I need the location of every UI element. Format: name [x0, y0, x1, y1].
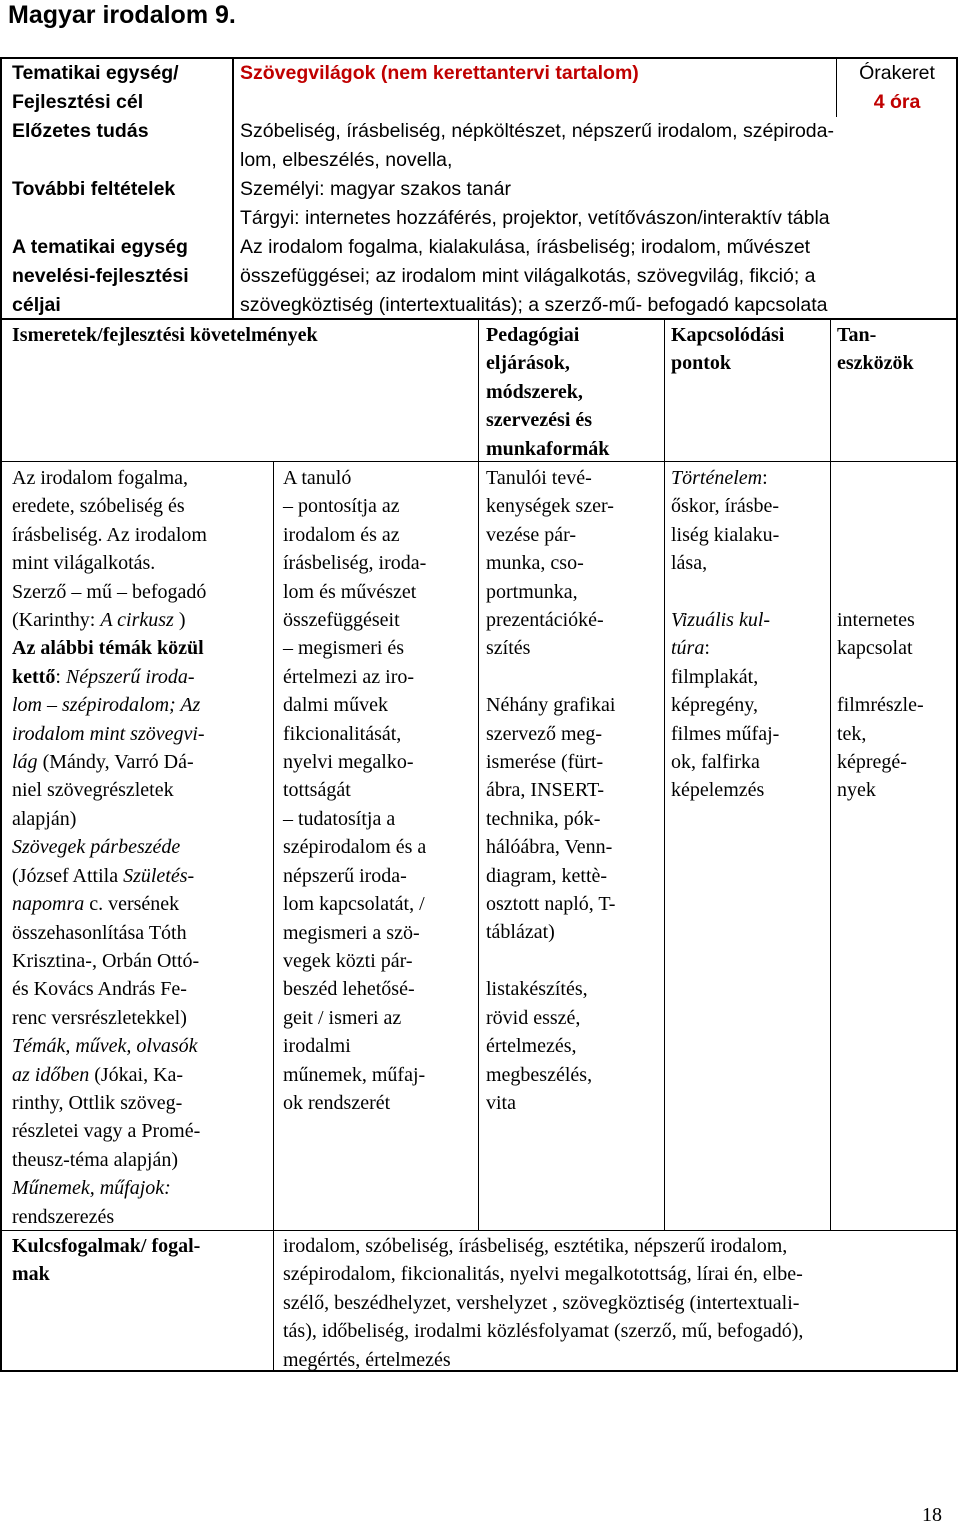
text-line: ok rendszerét	[283, 1091, 391, 1114]
text-line: megértés, értelmezés	[283, 1348, 451, 1371]
text-line	[12, 663, 270, 691]
text-line	[12, 606, 270, 634]
taneszkozok-block-2	[837, 691, 952, 805]
col-header-pedagogiai	[486, 321, 661, 463]
content-taneszkozok	[837, 606, 952, 805]
text-line: internetes	[837, 609, 915, 631]
content-tanulo	[283, 464, 475, 1117]
text-line: eredete, szóbeliség és	[12, 495, 185, 518]
text-line: összefüggéseit	[283, 609, 400, 632]
text-line: filmrészle-	[837, 694, 924, 717]
text-line: dalmi művek	[283, 694, 388, 717]
text-line: mint világalkotás.	[12, 552, 156, 575]
text-line: ábra, INSERT-	[486, 779, 605, 802]
content-kapcsolodasi	[671, 464, 826, 805]
pedagogiai-block-1	[486, 464, 661, 663]
taneszkozok-block-1	[837, 606, 952, 663]
text-line: Műnemek, műfajok:	[12, 1177, 171, 1200]
row-label-elozetes-tudas: Előzetes tudás	[12, 120, 149, 142]
text-line: rövid esszé,	[486, 1006, 581, 1029]
text-line: lom és művészet	[283, 580, 417, 603]
text-line: nyek	[837, 779, 876, 802]
text-line: szítés	[486, 637, 531, 660]
spacer	[486, 947, 661, 975]
text-line: értelmezi az iro-	[283, 665, 415, 688]
text-span: túra	[671, 637, 705, 660]
row-label-tovabbi-feltetelek: További feltételek	[12, 178, 176, 200]
text-span: lág	[12, 751, 38, 774]
text-line: munkaformák	[486, 437, 610, 460]
text-span: napomra	[12, 893, 85, 916]
text-line: irodalom és az	[283, 523, 400, 546]
pedagogiai-block-2	[486, 691, 661, 947]
text-span: c. versének	[84, 893, 180, 916]
text-line: őskor, írásbe-	[671, 495, 780, 518]
text-line: diagram, kettè-	[486, 864, 608, 887]
text-span: (Jókai, Ka-	[89, 1063, 184, 1086]
value-line: szövegköztiség (intertextualitás); a szerző-mű- befogadó kapcsolata	[240, 294, 828, 316]
page-number: 18	[922, 1504, 942, 1526]
spacer	[486, 663, 661, 691]
row-label-tematikai-egyseg	[12, 59, 227, 117]
text-line: portmunka,	[486, 580, 578, 603]
text-line: Tanulói tevé-	[486, 467, 592, 489]
text-line: értelmezés,	[486, 1035, 577, 1058]
text-line: hálóábra, Venn-	[486, 836, 613, 859]
text-line	[671, 464, 826, 492]
keywords-label-line: mak	[12, 1263, 50, 1286]
text-line: technika, pók-	[486, 807, 601, 830]
text-line: lom – szépirodalom; Az	[12, 694, 201, 717]
text-line: listakészítés,	[486, 978, 588, 1001]
row-label-line: nevelési-fejlesztési	[12, 265, 189, 287]
text-line: tek,	[837, 722, 867, 745]
text-line: renc versrészletekkel)	[12, 1006, 187, 1029]
text-span: (Karinthy:	[12, 609, 101, 632]
text-line: – pontosítja az	[283, 495, 400, 518]
text-line: képregény,	[671, 694, 758, 717]
elozetes-tudas-value	[240, 117, 952, 175]
keywords-label	[12, 1232, 270, 1289]
text-line: pontok	[671, 352, 732, 375]
col2-divider	[664, 318, 665, 1230]
text-line: – tudatosítja a	[283, 807, 396, 830]
text-span: :	[55, 665, 66, 688]
text-span: az időben	[12, 1063, 90, 1086]
text-line: műnemek, műfaj-	[283, 1063, 426, 1086]
text-line: nyelvi megalko-	[283, 751, 414, 774]
text-line: Az alábbi témák közül	[12, 637, 204, 660]
text-line: Krisztina-, Orbán Ottó-	[12, 949, 200, 972]
text-line	[12, 1061, 270, 1089]
col-header-taneszkozok	[837, 321, 952, 378]
text-line: írásbeliség. Az irodalom	[12, 523, 207, 546]
text-line: rendszerezés	[12, 1205, 115, 1228]
text-line: niel szövegrészletek	[12, 779, 174, 802]
text-line: megbeszélés,	[486, 1063, 593, 1086]
text-line: eljárások,	[486, 352, 570, 375]
text-line: Szövegek párbeszéde	[12, 836, 181, 859]
text-line: eszközök	[837, 352, 914, 375]
page-title: Magyar irodalom 9.	[8, 1, 236, 29]
text-line: ismerése (fürt-	[486, 751, 604, 774]
text-line: tás), időbeliség, irodalmi közlésfolyamat (szerző, mű, befogadó),	[283, 1320, 804, 1343]
col-header-ismeretek: Ismeretek/fejlesztési követelmények	[12, 324, 318, 346]
text-line: szervezési és	[486, 409, 593, 432]
text-span: A cirkusz	[100, 609, 174, 632]
value-line: összefüggései; az irodalom mint világalkotás, szövegvilág, fikció; a	[240, 265, 816, 287]
text-line: osztott napló, T-	[486, 893, 616, 916]
value-line: Tárgyi: internetes hozzáférés, projektor, vetítővászon/interaktív tábla	[240, 207, 830, 229]
text-line: képelemzés	[671, 779, 765, 802]
text-line: kenységek szer-	[486, 495, 614, 518]
col-header-kapcsolodasi	[671, 321, 826, 378]
spacer	[671, 578, 826, 606]
text-span: :	[704, 637, 710, 660]
table-border-right	[956, 57, 958, 1372]
text-line: népszerű iroda-	[283, 864, 407, 887]
text-line: táblázat)	[486, 921, 555, 944]
text-line: Pedagógiai	[486, 324, 580, 346]
content-pedagogiai	[486, 464, 661, 1117]
text-line: irodalom mint szövegvi-	[12, 722, 205, 745]
keywords-value	[283, 1232, 953, 1374]
columns-header-rule	[0, 461, 958, 462]
text-line: rinthy, Ottlik szöveg-	[12, 1091, 183, 1114]
text-line: theusz-téma alapján)	[12, 1148, 179, 1171]
header-label-divider	[232, 57, 234, 319]
text-span: (Mándy, Varró Dá-	[37, 751, 194, 774]
text-span: :	[762, 467, 768, 489]
row-label-line: Tematikai egység/	[12, 62, 179, 84]
orakeret-divider	[836, 57, 837, 117]
pedagogiai-block-3	[486, 975, 661, 1117]
value-line: Személyi: magyar szakos tanár	[240, 178, 511, 200]
row-label-line: céljai	[12, 294, 61, 316]
text-line: prezentációké-	[486, 609, 604, 632]
text-line: Kapcsolódási	[671, 324, 785, 346]
celjai-value	[240, 233, 952, 320]
text-line	[12, 748, 270, 776]
value-line: Az irodalom fogalma, kialakulása, írásbeliség; irodalom, művészet	[240, 236, 811, 258]
text-line: Néhány grafikai	[486, 694, 616, 717]
col1-divider	[478, 318, 479, 1230]
text-span: Történelem	[671, 467, 763, 489]
text-line: beszéd lehetősé-	[283, 978, 415, 1001]
text-span: Születés-	[123, 864, 195, 887]
text-line: – megismeri és	[283, 637, 405, 660]
unit-title: Szövegvilágok (nem kerettantervi tartalom)	[240, 62, 639, 84]
text-line	[12, 890, 270, 918]
text-line: lom kapcsolatát, /	[283, 893, 425, 916]
text-line: tottságát	[283, 779, 351, 802]
text-line: szépirodalom, fikcionalitás, nyelvi megalkotottság, lírai én, elbe-	[283, 1263, 803, 1286]
text-line	[12, 862, 270, 890]
tovabbi-feltetelek-value	[240, 175, 952, 233]
text-line: kapcsolat	[837, 637, 913, 660]
col3-divider	[830, 318, 831, 1230]
text-line: részletei vagy a Promé-	[12, 1120, 201, 1143]
content-ismeretek	[12, 464, 270, 1231]
text-line: módszerek,	[486, 380, 583, 403]
text-line: szélő, beszédhelyzet, vershelyzet , szövegköztiség (intertextuali-	[283, 1291, 800, 1314]
text-line: Szerző – mű – befogadó	[12, 580, 207, 603]
text-line: irodalom, szóbeliség, írásbeliség, esztétika, népszerű irodalom,	[283, 1235, 788, 1257]
text-line: Az irodalom fogalma,	[12, 467, 189, 489]
text-line: vita	[486, 1091, 516, 1114]
content-inner-divider	[273, 461, 274, 1231]
text-line: vezése pár-	[486, 523, 577, 546]
kapcsolodasi-tortenelem	[671, 492, 826, 577]
text-line: alapján)	[12, 807, 77, 830]
keywords-label-line: Kulcsfogalmak/ fogal-	[12, 1235, 201, 1257]
text-span: (József Attila	[12, 864, 124, 887]
row-label-line: Fejlesztési cél	[12, 91, 144, 113]
kapcsolodasi-vizualis	[671, 663, 826, 805]
orakeret-label: Órakeret	[859, 62, 935, 84]
text-line: megismeri a szö-	[283, 921, 420, 944]
text-line: vegek közti pár-	[283, 949, 413, 972]
text-line: képregé-	[837, 751, 907, 774]
text-line: Témák, művek, olvasók	[12, 1035, 198, 1058]
text-line	[671, 634, 826, 662]
text-line: Tan-	[837, 324, 877, 346]
value-line: lom, elbeszélés, novella,	[240, 149, 453, 171]
spacer	[837, 663, 952, 691]
text-line: összehasonlítása Tóth	[12, 921, 187, 944]
text-line: lása,	[671, 552, 708, 575]
orakeret-value: 4 óra	[873, 91, 921, 113]
text-line: irodalmi	[283, 1035, 351, 1058]
text-line: filmes műfaj-	[671, 722, 780, 745]
text-line: írásbeliség, iroda-	[283, 552, 427, 575]
text-line: A tanuló	[283, 467, 352, 489]
row-label-celjai	[12, 233, 227, 320]
value-line: Szóbeliség, írásbeliség, népköltészet, népszerű irodalom, szépiroda-	[240, 120, 834, 142]
keywords-divider	[273, 1230, 274, 1371]
text-line: filmplakát,	[671, 665, 759, 688]
text-line: liség kialaku-	[671, 523, 780, 546]
text-line: fikcionalitását,	[283, 722, 402, 745]
text-line: és Kovács András Fe-	[12, 978, 187, 1001]
text-line: szervező meg-	[486, 722, 603, 745]
text-line: Vizuális kul-	[671, 609, 771, 632]
text-span: kettő	[12, 665, 56, 688]
text-line: ok, falfirka	[671, 751, 760, 774]
text-line: munka, cso-	[486, 552, 584, 575]
text-line: szépirodalom és a	[283, 836, 427, 859]
text-span: Népszerű iroda-	[65, 665, 195, 688]
text-line: geit / ismeri az	[283, 1006, 402, 1029]
row-label-line: A tematikai egység	[12, 236, 188, 258]
text-span: )	[173, 609, 186, 632]
table-border-left	[0, 57, 2, 1372]
